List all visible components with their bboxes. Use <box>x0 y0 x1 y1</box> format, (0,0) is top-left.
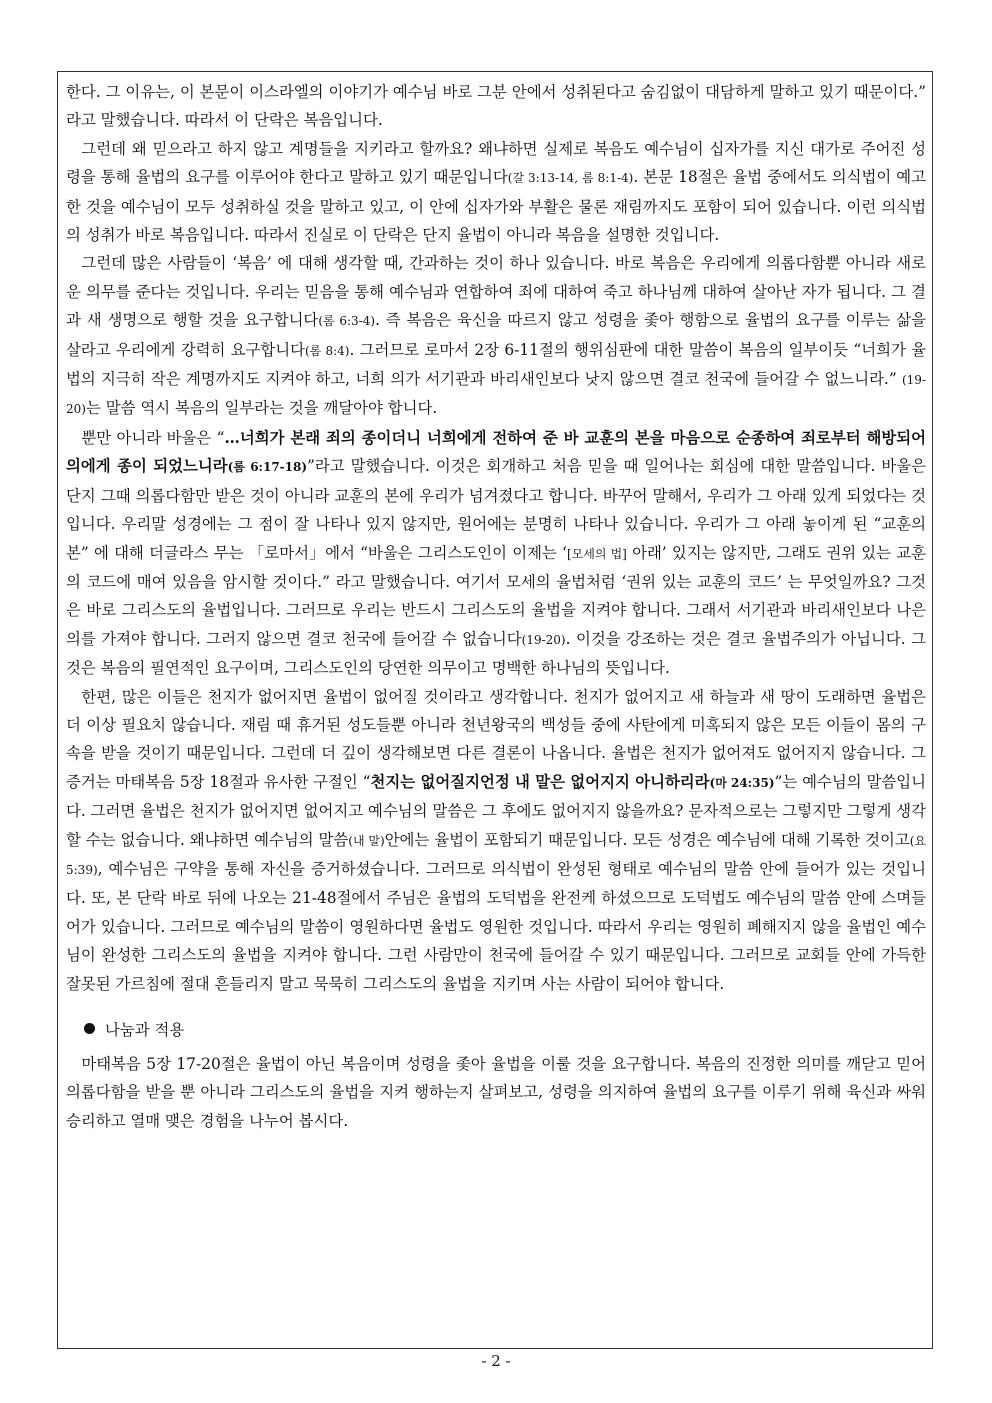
paragraph <box>66 683 926 998</box>
paragraph-text: . 이것을 강조하는 것은 결코 율법주의가 아닙니다. 그것은 복음의 필연적인 요구이며, 그리스도인의 당연한 의무이고 명백한 하나님의 뜻입니다. <box>66 629 926 678</box>
emphasis-text: …너희가 본래 죄의 종이더니 너희에게 전하여 준 바 교훈의 본을 마음으로 순종하여 죄로부터 해방되어 의에게 종이 되었느니라 <box>66 428 927 476</box>
main-text <box>66 78 926 998</box>
citation: (내 말) <box>348 833 385 848</box>
section-text <box>66 1050 926 1135</box>
paragraph-text: 한다. 그 이유는, 이 본문이 이스라엘의 이야기가 예수님 바로 그분 안에서 성취된다고 숨김없이 대담하게 말하고 있기 때문이다.” 라고 말했습니다. 따라서 이 단락은 복음입니다. <box>66 83 926 130</box>
citation: (갈 3:13-14, 롬 8:1-4) <box>507 171 634 186</box>
citation: (롬 8:4) <box>304 343 350 358</box>
paragraph-text: 안에는 율법이 포함되기 때문입니다. 모든 성경은 예수님에 대해 기록한 것이고 <box>384 830 910 849</box>
paragraph-text: 뿐만 아니라 바울은 “ <box>81 428 225 447</box>
document-body <box>66 78 926 1135</box>
paragraph-text: 한편, 많은 이들은 천지가 없어지면 율법이 없어질 것이라고 생각합니다. 천지가 없어지고 새 하늘과 새 땅이 도래하면 율법은 더 이상 필요치 않습니다. 재림 때 휴거된 성도들뿐 아니라 천년왕국의 백성들 중에 사탄에게 미혹되지 않은 모든 이들이 몸의 구속을 받을 것이기 때문입니다. 그런데 더 깊이 생각해보면 다른 결론이 나옵니다. 율법은 천지가 없어져도 없어지지 않습니다. 그 증거는 마태복음 5장 18절과 유사한 구절인 “ <box>66 687 926 791</box>
section-title: 나눔과 적용 <box>105 1021 185 1039</box>
paragraph-text: . 즉 복음은 육신을 따르지 않고 성령을 좇아 행함으로 율법의 요구를 이루는 삶을 살라고 우리에게 강력히 요구합니다 <box>66 311 927 359</box>
citation: (19-20) <box>521 632 566 647</box>
section-heading <box>84 1016 926 1044</box>
paragraph-text: 그런데 왜 믿으라고 하지 않고 계명들을 지키라고 할까요? 왜냐하면 실제로 복음도 예수님이 십자가를 지신 대가로 주어진 성령을 통해 율법의 요구를 이루어야 한다고 말하고 있기 때문입니다 <box>66 139 926 187</box>
paragraph-text: ”라고 말했습니다. 이것은 회개하고 처음 믿을 때 일어나는 회심에 대한 말씀입니다. 바울은 단지 그때 의롭다함만 받은 것이 아니라 교훈의 본에 우리가 넘겨졌다고 합니다. 바꾸어 말해서, 우리가 그 아래 있게 되었다는 것입니다. 우리말 성경에는 그 점이 잘 나타나 있지 않지만, 원어에는 분명히 나타나 있습니다. 우리가 그 아래 놓이게 된 “교훈의 본” 에 대해 더글라스 무는 「로마서」에서 “바울은 그리스도인이 이제는 ‘ <box>66 457 926 562</box>
paragraph-text: 그런데 많은 사람들이 ‘복음’ 에 대해 생각할 때, 간과하는 것이 하나 있습니다. 바로 복음은 우리에게 의롭다함뿐 아니라 새로운 의무를 준다는 것입니다. 우리는 믿음을 통해 예수님과 연합하여 죄에 대하여 죽고 하나님께 대하여 살아난 자가 됩니다. 그 결과 새 생명으로 행할 것을 요구합니다 <box>66 254 926 330</box>
paragraph-text: 마태복음 5장 17-20절은 율법이 아닌 복음이며 성령을 좇아 율법을 이룰 것을 요구합니다. 복음의 진정한 의미를 깨닫고 믿어 의롭다함을 받을 뿐 아니라 그리스도의 율법을 지켜 행하는지 살펴보고, 성령을 의지하여 율법의 요구를 이루기 위해 육신과 싸워 승리하고 열매 맺은 경험을 나누어 봅시다. <box>66 1055 926 1130</box>
paragraph-text: . 본문 18절은 율법 중에서도 의식법이 예고한 것을 예수님이 모두 성취하실 것을 말하고 있고, 이 안에 십자가와 부활은 물론 재림까지도 포함이 되어 있습니다. 이런 의식법의 성취가 바로 복음입니다. 따라서 진실로 이 단락은 단지 율법이 아니라 복음을 설명한 것입니다. <box>66 168 926 245</box>
citation: (롬 6:17-18) <box>227 460 308 475</box>
paragraph <box>66 249 926 423</box>
citation: (요 5:39) <box>66 833 926 877</box>
paragraph-text: . 그러므로 로마서 2장 6-11절의 행위심판에 대한 말씀이 복음의 일부이듯 “너희가 율법의 지극히 작은 계명까지도 지켜야 하고, 너희 의가 서기관과 바리새인보다 낫지 않으면 결코 천국에 들어갈 수 없느니라.” <box>66 340 926 389</box>
citation: (19-20) <box>66 373 926 417</box>
emphasis-text: 천지는 없어질지언정 내 말은 없어지지 아니하리라 <box>370 772 710 791</box>
paragraph <box>66 135 926 250</box>
page-number: - 2 - <box>481 1352 511 1370</box>
citation: (마 24:35) <box>709 775 775 790</box>
citation: [모세의 법] <box>566 546 627 561</box>
paragraph-text: 아래’ 있지는 않지만, 그래도 권위 있는 교훈의 코드에 매여 있음을 암시할 것이다.” 라고 말했습니다. 여기서 모세의 율법처럼 ‘권위 있는 교훈의 코드’ 는 무엇일까요? 그것은 바로 그리스도의 율법입니다. 그러므로 우리는 반드시 그리스도의 율법을 지켜야 합니다. 그래서 서기관과 바리새인보다 나은 의를 가져야 합니다. 그러지 않으면 결코 천국에 들어갈 수 없습니다 <box>66 543 927 648</box>
bullet-icon <box>84 1023 95 1034</box>
citation: (롬 6:3-4) <box>318 314 376 329</box>
paragraph <box>66 1050 926 1135</box>
paragraph-text: ”는 예수님의 말씀입니다. 그러면 율법은 천지가 없어지면 없어지고 예수님의 말씀은 그 후에도 없어지지 않을까요? 문자적으로는 그렇지만 그렇게 생각할 수는 없습니다. 왜냐하면 예수님의 말씀 <box>66 772 926 849</box>
paragraph-text: , 예수님은 구약을 통해 자신을 증거하셨습니다. 그러므로 의식법이 완성된 형태로 예수님의 말씀 안에 들어가 있는 것입니다. 또, 본 단락 바로 뒤에 나오는 21-48절에서 주님은 율법의 도덕법을 완전케 하셨으므로 도덕법도 예수님의 말씀 안에 스며들어가 있습니다. 그러므로 예수님의 말씀이 영원하다면 율법도 영원한 것입니다. 따라서 우리는 영원히 폐해지지 않을 율법인 예수님이 완성한 그리스도의 율법을 지켜야 합니다. 그런 사람만이 천국에 들어갈 수 있기 때문입니다. 그러므로 교회들 안에 가득한 잘못된 가르침에 절대 흔들리지 말고 묵묵히 그리스도의 율법을 지키며 사는 사람이 되어야 합니다. <box>66 859 926 993</box>
paragraph-text: 는 말씀 역시 복음의 일부라는 것을 깨달아야 합니다. <box>85 399 438 418</box>
paragraph <box>66 78 926 135</box>
paragraph <box>66 424 926 683</box>
